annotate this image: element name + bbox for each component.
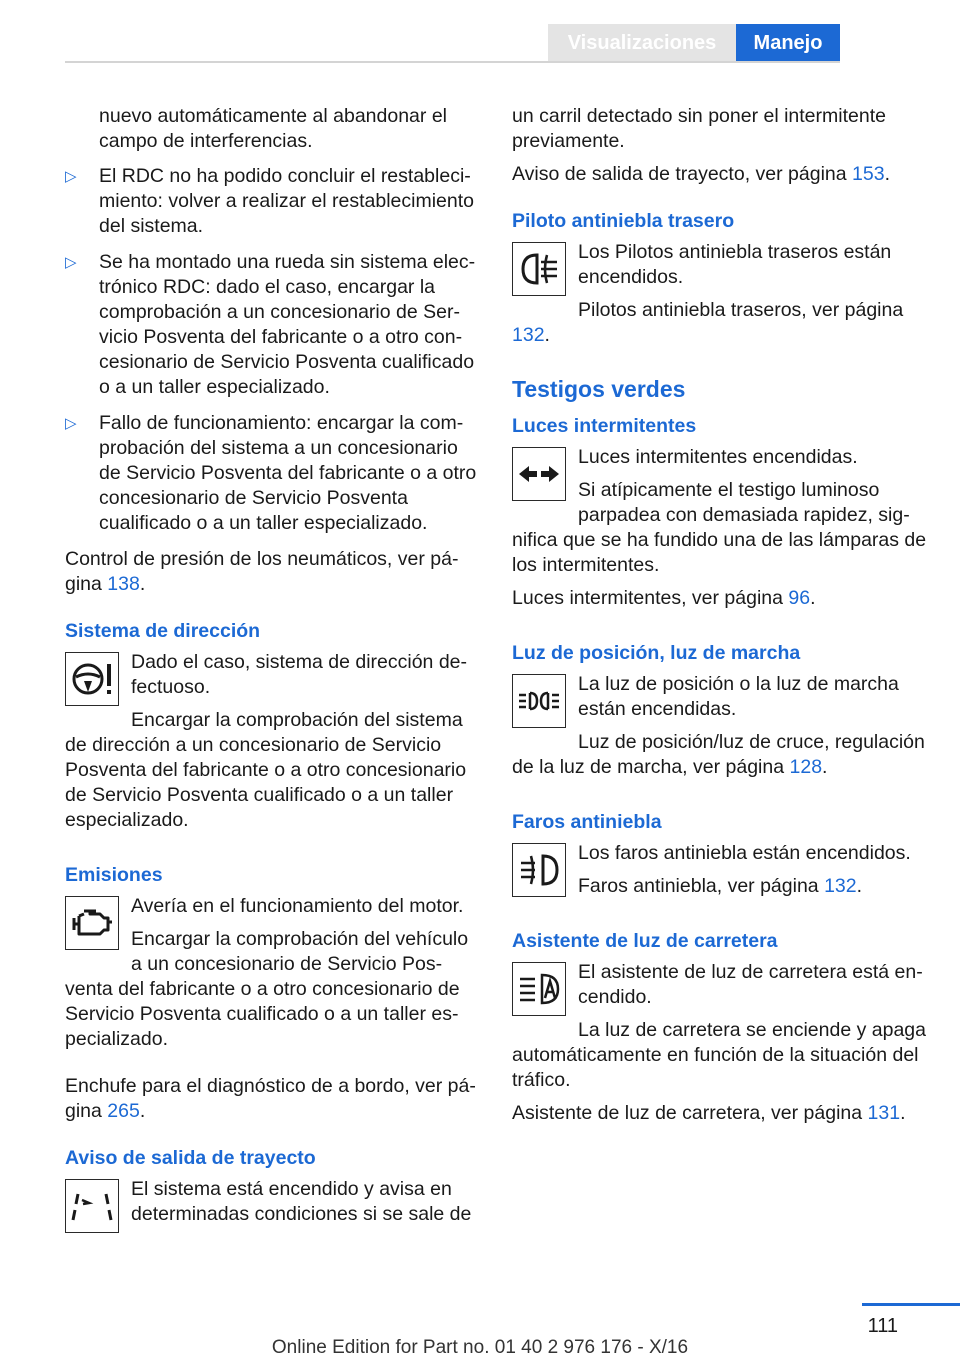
triangle-bullet-icon: ▷ [65,254,77,271]
page-link[interactable]: 138 [107,573,140,595]
list-item: ▷ Fallo de funcionamiento: encargar la comprobación del sistema a un concesionario de Servicio Posventa del fabricante o a otro concesionario de Servicio Posventa cualificado o a un taller especializado. [65,412,477,534]
footer-divider [862,1303,960,1306]
page-number: 111 [867,1315,898,1337]
section-heading-rear-fog: Piloto antiniebla trasero [512,210,735,232]
tab-section[interactable]: Visualizaciones [548,24,736,62]
section-heading-green: Testigos verdes [512,376,686,402]
lane-reference: Aviso de salida de trayecto, ver página 153. [512,163,890,185]
lane-continued-text: un carril detectado sin poner el intermitente previamente. [512,105,886,152]
page-link[interactable]: 96 [788,587,811,609]
left-column [65,104,480,1237]
position-block: La luz de posición o la luz de marcha están encendidas. Luz de posición/luz de cruce, regulación de la luz de marcha, ver página 128. [512,673,925,778]
list-item: ▷ El RDC no ha podido concluir el restablecimiento: volver a realizar el restablecimiento del sistema. [65,165,474,237]
high-beam-assist-icon [512,962,566,1016]
list-item: ▷ Se ha montado una rueda sin sistema electrónico RDC: dado el caso, encargar la comprobación a un concesionario de Servicio Posventa del fabricante o a otro concesionario de Servicio Posventa cualificado o a un taller especializado. [65,251,476,398]
page-link[interactable]: 153 [852,163,885,185]
section-heading-lane: Aviso de salida de trayecto [65,1147,316,1169]
edition-footer: Online Edition for Part no. 01 40 2 976 176 - X/16 [271,1337,689,1358]
section-heading-front-fog: Faros antiniebla [512,811,662,833]
section-heading-high-beam: Asistente de luz de carretera [512,930,778,952]
rear-fog-light-icon [512,242,566,296]
emissions-block: Avería en el funcionamiento del motor. Encargar la comprobación del vehículo a un concesionario de Servicio Posventa del fabricante o a otro concesionario de Servicio Posventa cualificado o a un taller especializado. [65,895,469,1050]
triangle-bullet-icon: ▷ [65,415,77,432]
position-light-icon [512,674,566,728]
rear-fog-block: Los Pilotos antiniebla traseros están encendidos. Pilotos antiniebla traseros, ver página 132. [512,241,904,346]
header-bar [0,0,960,62]
diagnostic-reference: Enchufe para el diagnóstico de a bordo, ver página 265. [65,1075,476,1122]
section-heading-emissions: Emisiones [65,864,163,886]
continued-text: nuevo automáticamente al abandonar el campo de interferencias. [99,105,447,152]
page-link[interactable]: 128 [789,756,823,778]
right-column [512,104,927,1134]
turn-block: Luces intermitentes encendidas. Si atípicamente el testigo luminoso parpadea con demasiada rapidez, significa que se ha fundido una de las lámparas de los intermitentes. Luces intermitentes, ver página 96. [512,446,927,609]
lane-departure-icon [65,1179,119,1233]
front-fog-light-icon [512,843,566,897]
turn-signal-icon [512,447,566,501]
steering-warning-icon [65,652,119,706]
lane-block: El sistema está encendido y avisa en determinadas condiciones si se sale de [65,1177,480,1237]
section-heading-position: Luz de posición, luz de marcha [512,642,801,664]
page-link[interactable]: 132 [824,875,857,897]
tab-chapter[interactable]: Manejo [736,24,840,62]
section-heading-turn: Luces intermitentes [512,415,697,437]
steering-block: Dado el caso, sistema de dirección defectuoso. Encargar la comprobación del sistema de dirección a un concesionario de Servicio Posventa del fabricante o a otro concesionario de Servicio Posventa cualificado o a un taller especializado. [65,651,468,831]
page-link[interactable]: 131 [867,1102,901,1124]
engine-check-icon [65,896,119,950]
page-link[interactable]: 132 [512,324,545,346]
high-beam-block: El asistente de luz de carretera está encendido. La luz de carretera se enciende y apaga automáticamente en función de la situación del tráfico. Asistente de luz de carretera, ver página 131. [512,961,926,1124]
front-fog-block: Los faros antiniebla están encendidos. Faros antiniebla, ver página 132. [512,841,927,907]
page-link[interactable]: 265 [107,1100,140,1122]
header-divider [65,61,840,63]
tpms-reference: Control de presión de los neumáticos, ver página 138. [65,548,459,595]
section-heading-steering: Sistema de dirección [65,620,261,642]
triangle-bullet-icon: ▷ [65,168,77,185]
